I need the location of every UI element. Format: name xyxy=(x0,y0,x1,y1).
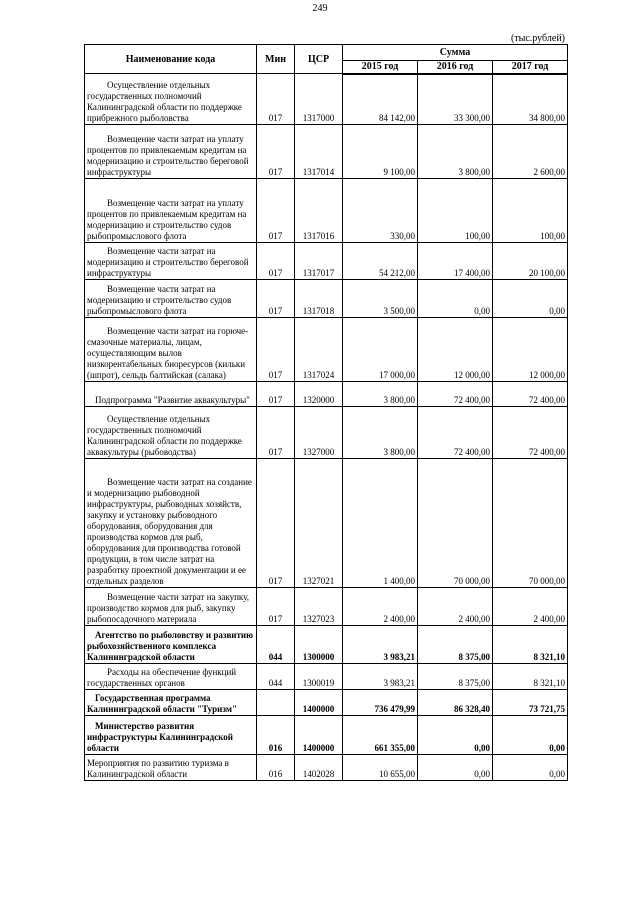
row-value-2016: 8 375,00 xyxy=(418,664,493,690)
table-row xyxy=(85,755,568,781)
row-min: 017 xyxy=(257,382,295,407)
table-row xyxy=(85,179,568,243)
row-min: 017 xyxy=(257,125,295,179)
header-year-2015: 2015 год xyxy=(343,61,418,74)
header-year-2016: 2016 год xyxy=(418,61,493,74)
row-value-2017: 12 000,00 xyxy=(493,318,568,382)
row-name: Возмещение части затрат на закупку, производство кормов для рыб, закупку рыбопосадочного материала xyxy=(85,588,257,626)
row-value-2017: 8 321,10 xyxy=(493,626,568,664)
row-csr: 1400000 xyxy=(295,690,343,716)
table-row xyxy=(85,626,568,664)
row-value-2015: 3 800,00 xyxy=(343,407,418,459)
table-row xyxy=(85,318,568,382)
row-name: Агентство по рыболовству и развитию рыбохозяйственного комплекса Калининградской области xyxy=(85,626,257,664)
row-value-2016: 8 375,00 xyxy=(418,626,493,664)
row-value-2017: 8 321,10 xyxy=(493,664,568,690)
row-csr: 1317016 xyxy=(295,179,343,243)
row-value-2016: 100,00 xyxy=(418,179,493,243)
row-min: 017 xyxy=(257,280,295,318)
row-value-2017: 70 000,00 xyxy=(493,459,568,588)
row-csr: 1317014 xyxy=(295,125,343,179)
row-value-2017: 100,00 xyxy=(493,179,568,243)
row-value-2015: 84 142,00 xyxy=(343,74,418,125)
row-min xyxy=(257,690,295,716)
page-number: 249 xyxy=(312,3,328,14)
table-row xyxy=(85,459,568,588)
row-value-2017: 72 400,00 xyxy=(493,382,568,407)
row-csr: 1300019 xyxy=(295,664,343,690)
row-name: Возмещение части затрат на уплату процентов по привлекаемым кредитам на модернизацию и строительство береговой инфраструктуры xyxy=(85,125,257,179)
table-row xyxy=(85,125,568,179)
row-min: 016 xyxy=(257,755,295,781)
row-value-2016: 3 800,00 xyxy=(418,125,493,179)
row-min: 044 xyxy=(257,626,295,664)
table-row xyxy=(85,407,568,459)
row-value-2015: 330,00 xyxy=(343,179,418,243)
budget-table xyxy=(84,44,568,781)
row-csr: 1317000 xyxy=(295,74,343,125)
row-min: 017 xyxy=(257,179,295,243)
header-min: Мин xyxy=(257,45,295,74)
row-value-2017: 0,00 xyxy=(493,280,568,318)
table-row xyxy=(85,280,568,318)
row-name: Подпрограмма "Развитие аквакультуры" xyxy=(85,382,257,407)
row-value-2015: 661 355,00 xyxy=(343,716,418,755)
table-row xyxy=(85,664,568,690)
row-value-2017: 73 721,75 xyxy=(493,690,568,716)
row-csr: 1320000 xyxy=(295,382,343,407)
row-name: Государственная программа Калининградской области "Туризм" xyxy=(85,690,257,716)
row-min: 017 xyxy=(257,243,295,280)
row-value-2017: 20 100,00 xyxy=(493,243,568,280)
row-name: Возмещение части затрат на создание и модернизацию рыбоводной инфраструктуры, рыбоводных хозяйств, закупку и установку рыбоводного оборудования, оборудования для производства кормов для рыб, оборудования для производства готовой продукции, в том числе затрат на разработку проектной документации и ее отдельных разделов xyxy=(85,459,257,588)
table-row xyxy=(85,690,568,716)
row-value-2015: 1 400,00 xyxy=(343,459,418,588)
row-value-2015: 54 212,00 xyxy=(343,243,418,280)
row-min: 017 xyxy=(257,407,295,459)
row-csr: 1317024 xyxy=(295,318,343,382)
row-value-2016: 0,00 xyxy=(418,716,493,755)
row-value-2015: 3 983,21 xyxy=(343,664,418,690)
row-value-2016: 0,00 xyxy=(418,280,493,318)
row-csr: 1402028 xyxy=(295,755,343,781)
row-value-2015: 736 479,99 xyxy=(343,690,418,716)
row-min: 016 xyxy=(257,716,295,755)
row-name: Расходы на обеспечение функций государственных органов xyxy=(85,664,257,690)
header-csr: ЦСР xyxy=(295,45,343,74)
row-value-2015: 10 655,00 xyxy=(343,755,418,781)
row-value-2016: 72 400,00 xyxy=(418,407,493,459)
row-value-2017: 34 800,00 xyxy=(493,74,568,125)
table-row xyxy=(85,588,568,626)
row-csr: 1317017 xyxy=(295,243,343,280)
row-value-2017: 2 600,00 xyxy=(493,125,568,179)
row-csr: 1327021 xyxy=(295,459,343,588)
row-value-2017: 2 400,00 xyxy=(493,588,568,626)
table-row xyxy=(85,716,568,755)
row-value-2015: 2 400,00 xyxy=(343,588,418,626)
header-name: Наименование кода xyxy=(85,45,257,74)
row-csr: 1327023 xyxy=(295,588,343,626)
row-csr: 1400000 xyxy=(295,716,343,755)
row-name: Мероприятия по развитию туризма в Калининградской области xyxy=(85,755,257,781)
header-year-2017: 2017 год xyxy=(493,61,568,74)
row-value-2015: 9 100,00 xyxy=(343,125,418,179)
table-row xyxy=(85,382,568,407)
row-min: 017 xyxy=(257,459,295,588)
header-sum: Сумма xyxy=(343,45,568,61)
row-value-2016: 70 000,00 xyxy=(418,459,493,588)
row-value-2015: 3 800,00 xyxy=(343,382,418,407)
row-value-2016: 72 400,00 xyxy=(418,382,493,407)
row-value-2016: 2 400,00 xyxy=(418,588,493,626)
row-value-2017: 0,00 xyxy=(493,755,568,781)
row-value-2015: 3 983,21 xyxy=(343,626,418,664)
row-value-2016: 86 328,40 xyxy=(418,690,493,716)
row-value-2017: 0,00 xyxy=(493,716,568,755)
row-name: Возмещение части затрат на модернизацию и строительство береговой инфраструктуры xyxy=(85,243,257,280)
table-row xyxy=(85,243,568,280)
row-value-2016: 17 400,00 xyxy=(418,243,493,280)
row-min: 017 xyxy=(257,318,295,382)
row-value-2016: 12 000,00 xyxy=(418,318,493,382)
row-csr: 1300000 xyxy=(295,626,343,664)
row-value-2016: 0,00 xyxy=(418,755,493,781)
row-min: 044 xyxy=(257,664,295,690)
row-name: Осуществление отдельных государственных полномочий Калининградской области по поддержке аквакультуры (рыбоводства) xyxy=(85,407,257,459)
row-csr: 1327000 xyxy=(295,407,343,459)
row-name: Министерство развития инфраструктуры Калининградской области xyxy=(85,716,257,755)
units-label: (тыс.рублей) xyxy=(510,33,565,44)
row-value-2017: 72 400,00 xyxy=(493,407,568,459)
row-min: 017 xyxy=(257,588,295,626)
row-min: 017 xyxy=(257,74,295,125)
row-value-2015: 3 500,00 xyxy=(343,280,418,318)
row-csr: 1317018 xyxy=(295,280,343,318)
row-value-2016: 33 300,00 xyxy=(418,74,493,125)
row-value-2015: 17 000,00 xyxy=(343,318,418,382)
row-name: Возмещение части затрат на горюче-смазочные материалы, лицам, осуществляющим вылов низкорентабельных биоресурсов (кильки (шпрот), сельдь балтийская (салака) xyxy=(85,318,257,382)
row-name: Осуществление отдельных государственных полномочий Калининградской области по поддержке прибрежного рыболовства xyxy=(85,74,257,125)
table-row xyxy=(85,74,568,125)
row-name: Возмещение части затрат на модернизацию и строительство судов рыбопромыслового флота xyxy=(85,280,257,318)
row-name: Возмещение части затрат на уплату процентов по привлекаемым кредитам на модернизацию и строительство судов рыбопромыслового флота xyxy=(85,179,257,243)
